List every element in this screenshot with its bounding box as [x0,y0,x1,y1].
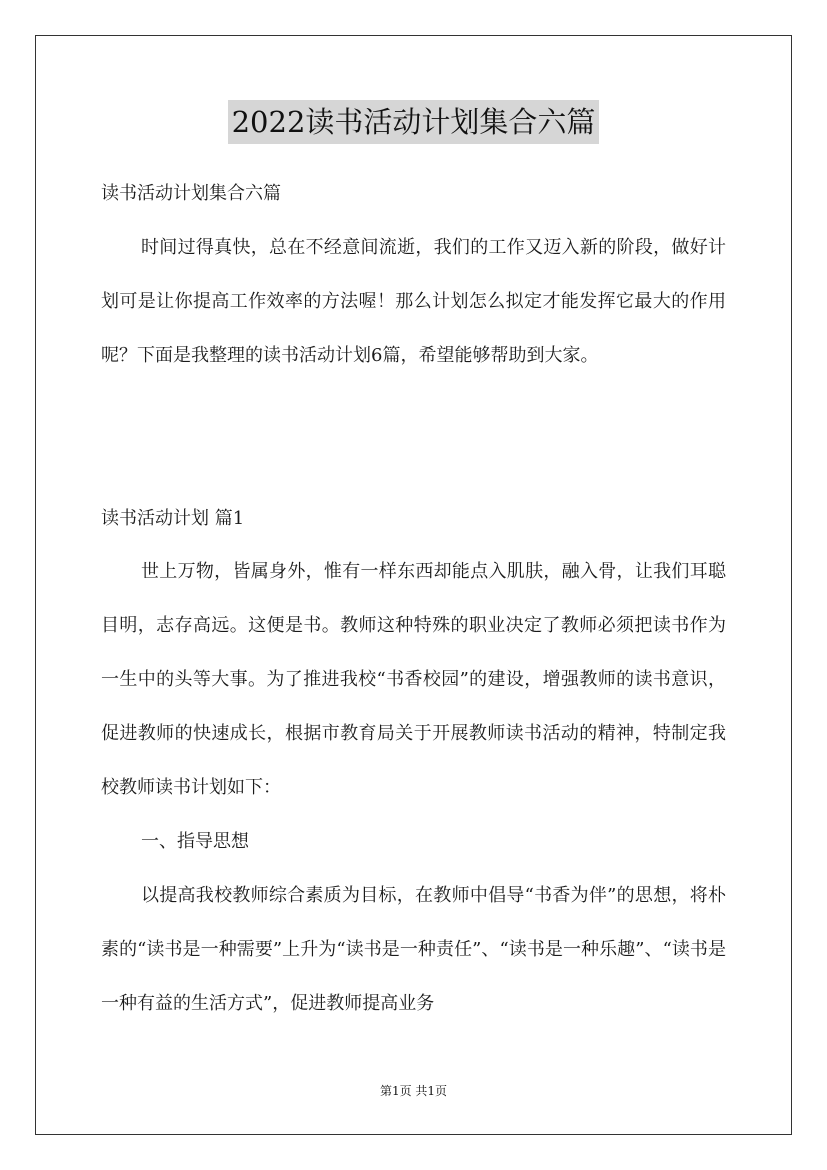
section-heading: 读书活动计划 篇1 [101,508,245,529]
document-subtitle: 读书活动计划集合六篇 [101,183,281,204]
intro-paragraph: 时间过得真快，总在不经意间流逝，我们的工作又迈入新的阶段，做好计划可是让你提高工作效率的方法喔！那么计划怎么拟定才能发挥它最大的作用呢？下面是我整理的读书活动计划6篇，希望能够帮助到大家。 [101,237,726,366]
guiding-heading: 一、指导思想 [141,831,249,852]
section-paragraph: 世上万物，皆属身外，惟有一样东西却能点入肌肤，融入骨，让我们耳聪目明，志存高远。这便是书。教师这种特殊的职业决定了教师必须把读书作为一生中的头等大事。为了推进我校“书香校园”的建设，增强教师的读书意识，促进教师的快速成长，根据市教育局关于开展教师读书活动的精神，特制定我校教师读书计划如下： [101,561,726,798]
page-footer: 第1页 共1页 [379,1084,448,1098]
document-title: 2022读书活动计划集合六篇 [228,100,600,144]
title-container [0,100,827,144]
guiding-paragraph: 以提高我校教师综合素质为目标，在教师中倡导“书香为伴”的思想，将朴素的“读书是一种需要”上升为“读书是一种责任”、“读书是一种乐趣”、“读书是一种有益的生活方式”，促进教师提高业务 [101,885,726,1014]
